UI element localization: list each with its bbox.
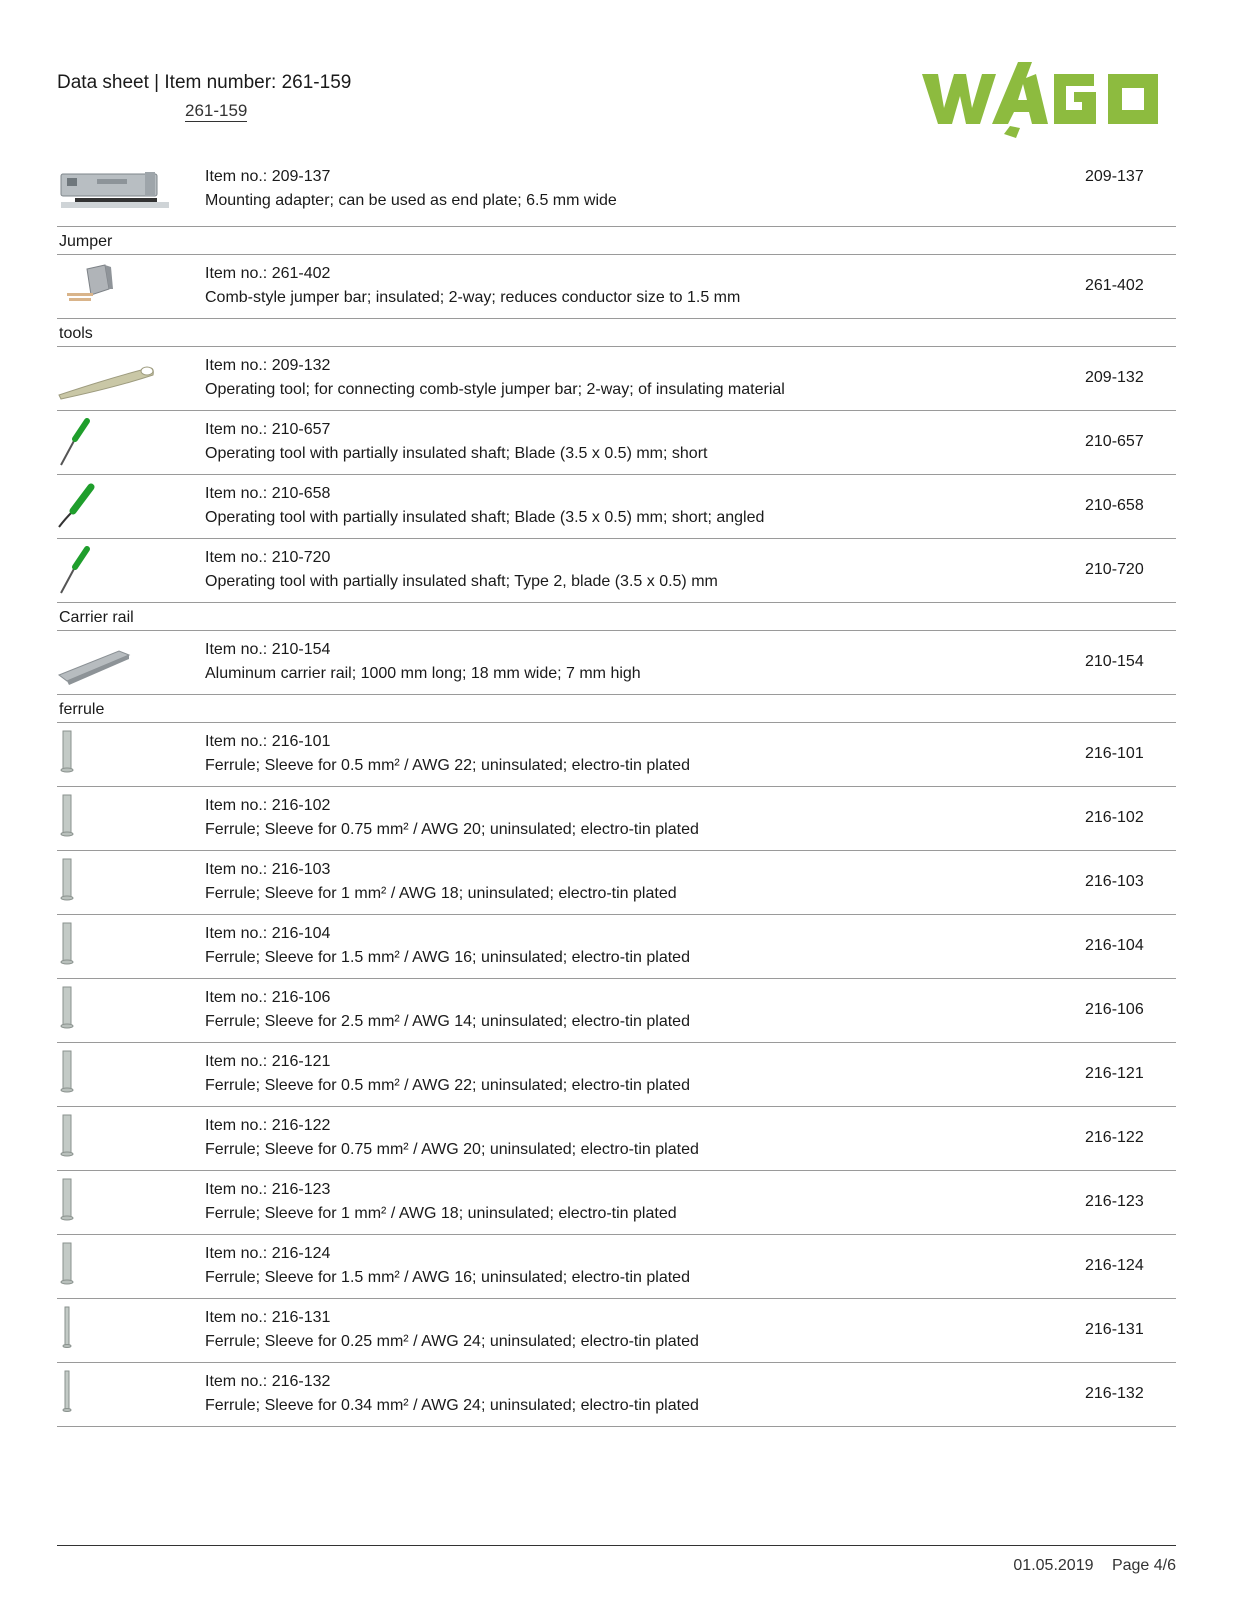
item-code[interactable]: 210-657: [1085, 433, 1144, 450]
ferrule-icon: [57, 855, 177, 909]
ferrule-icon: [57, 791, 177, 845]
item-code[interactable]: 216-106: [1085, 1001, 1144, 1018]
section-heading: [57, 603, 1176, 631]
item-code[interactable]: 216-131: [1085, 1321, 1144, 1338]
screwdriver-icon: [57, 543, 177, 597]
accessory-row: [57, 1363, 1176, 1427]
ferrule-icon: [57, 1239, 177, 1293]
ferrule-thin-icon: [57, 1367, 177, 1421]
item-number: Item no.: 216-132: [205, 1373, 331, 1390]
item-number: Item no.: 210-154: [205, 641, 331, 658]
accessory-row: [57, 1299, 1176, 1363]
page-title: Data sheet | Item number: 261-159: [57, 72, 352, 93]
accessory-row: [57, 255, 1176, 319]
accessory-row: [57, 1107, 1176, 1171]
screwdriver-icon: [57, 415, 177, 469]
section-label: tools: [59, 325, 93, 342]
item-description: Ferrule; Sleeve for 1 mm² / AWG 18; uninsulated; electro-tin plated: [205, 885, 677, 902]
item-number: Item no.: 261-402: [205, 265, 331, 282]
footer-divider: [57, 1545, 1176, 1546]
ferrule-icon: [57, 983, 177, 1037]
item-description: Mounting adapter; can be used as end plate; 6.5 mm wide: [205, 192, 617, 209]
item-code[interactable]: 216-104: [1085, 937, 1144, 954]
item-code[interactable]: 216-101: [1085, 745, 1144, 762]
item-code[interactable]: 216-123: [1085, 1193, 1144, 1210]
section-heading: [57, 319, 1176, 347]
item-code[interactable]: 209-132: [1085, 369, 1144, 386]
item-code[interactable]: 216-103: [1085, 873, 1144, 890]
accessory-row: [57, 1043, 1176, 1107]
item-number: Item no.: 216-121: [205, 1053, 331, 1070]
footer-page-number: Page 4/6: [1111, 1557, 1176, 1574]
item-number-link[interactable]: 261-159: [185, 101, 248, 120]
item-number: Item no.: 216-103: [205, 861, 331, 878]
item-description: Operating tool with partially insulated shaft; Blade (3.5 x 0.5) mm; short: [205, 445, 708, 462]
accessory-row: [57, 1171, 1176, 1235]
item-code[interactable]: 216-122: [1085, 1129, 1144, 1146]
item-code[interactable]: 210-658: [1085, 497, 1144, 514]
section-label: Carrier rail: [59, 609, 134, 626]
wago-logo: [922, 58, 1176, 142]
ferrule-thin-icon: [57, 1303, 177, 1357]
item-description: Ferrule; Sleeve for 0.34 mm² / AWG 24; uninsulated; electro-tin plated: [205, 1397, 699, 1414]
footer-date: 01.05.2019: [1013, 1557, 1094, 1574]
item-description: Ferrule; Sleeve for 0.75 mm² / AWG 20; uninsulated; electro-tin plated: [205, 1141, 699, 1158]
section-label: Jumper: [59, 233, 113, 250]
item-description: Ferrule; Sleeve for 2.5 mm² / AWG 14; uninsulated; electro-tin plated: [205, 1013, 690, 1030]
item-code[interactable]: 216-124: [1085, 1257, 1144, 1274]
item-description: Ferrule; Sleeve for 0.5 mm² / AWG 22; uninsulated; electro-tin plated: [205, 1077, 690, 1094]
item-code[interactable]: 261-402: [1085, 277, 1144, 294]
ferrule-icon: [57, 727, 177, 781]
ferrule-icon: [57, 919, 177, 973]
item-number: Item no.: 210-658: [205, 485, 331, 502]
accessories-list: [57, 160, 1176, 1427]
accessory-row: [57, 411, 1176, 475]
item-description: Comb-style jumper bar; insulated; 2-way; reduces conductor size to 1.5 mm: [205, 289, 741, 306]
accessory-row: [57, 979, 1176, 1043]
item-description: Aluminum carrier rail; 1000 mm long; 18 mm wide; 7 mm high: [205, 665, 641, 682]
item-number: Item no.: 216-122: [205, 1117, 331, 1134]
item-code[interactable]: 209-137: [1085, 168, 1144, 185]
accessory-row: [57, 915, 1176, 979]
item-description: Operating tool with partially insulated shaft; Blade (3.5 x 0.5) mm; short; angled: [205, 509, 765, 526]
accessory-row: [57, 631, 1176, 695]
page-footer: [1013, 1557, 1176, 1575]
accessory-row: [57, 1235, 1176, 1299]
jumper-bar-icon: [57, 259, 177, 313]
item-code[interactable]: 210-154: [1085, 653, 1144, 670]
item-description: Ferrule; Sleeve for 0.75 mm² / AWG 20; uninsulated; electro-tin plated: [205, 821, 699, 838]
accessory-row: [57, 347, 1176, 411]
carrier-rail-icon: [57, 635, 177, 689]
ferrule-icon: [57, 1175, 177, 1229]
item-description: Ferrule; Sleeve for 0.5 mm² / AWG 22; uninsulated; electro-tin plated: [205, 757, 690, 774]
item-number: Item no.: 216-131: [205, 1309, 331, 1326]
item-number: Item no.: 216-124: [205, 1245, 331, 1262]
section-heading: [57, 227, 1176, 255]
item-number: Item no.: 216-123: [205, 1181, 331, 1198]
ferrule-icon: [57, 1111, 177, 1165]
accessory-row: [57, 787, 1176, 851]
angled-screwdriver-icon: [57, 479, 177, 533]
item-number: Item no.: 216-102: [205, 797, 331, 814]
item-description: Ferrule; Sleeve for 1.5 mm² / AWG 16; uninsulated; electro-tin plated: [205, 949, 690, 966]
item-description: Ferrule; Sleeve for 1 mm² / AWG 18; uninsulated; electro-tin plated: [205, 1205, 677, 1222]
accessory-row: [57, 723, 1176, 787]
item-description: Ferrule; Sleeve for 1.5 mm² / AWG 16; uninsulated; electro-tin plated: [205, 1269, 690, 1286]
item-number: Item no.: 210-657: [205, 421, 331, 438]
operating-tool-icon: [57, 351, 177, 405]
item-number: Item no.: 209-132: [205, 357, 331, 374]
accessory-row: [57, 475, 1176, 539]
accessory-row: [57, 851, 1176, 915]
section-label: ferrule: [59, 701, 105, 718]
item-number: Item no.: 216-106: [205, 989, 331, 1006]
item-number: Item no.: 216-104: [205, 925, 331, 942]
mounting-adapter-icon: [57, 164, 177, 218]
ferrule-icon: [57, 1047, 177, 1101]
item-number: Item no.: 210-720: [205, 549, 331, 566]
item-number: Item no.: 209-137: [205, 168, 331, 185]
item-number: Item no.: 216-101: [205, 733, 331, 750]
item-description: Operating tool; for connecting comb-style jumper bar; 2-way; of insulating material: [205, 381, 785, 398]
item-description: Operating tool with partially insulated shaft; Type 2, blade (3.5 x 0.5) mm: [205, 573, 718, 590]
item-code[interactable]: 216-102: [1085, 809, 1144, 826]
item-code[interactable]: 216-121: [1085, 1065, 1144, 1082]
accessory-row: [57, 160, 1176, 227]
section-heading: [57, 695, 1176, 723]
item-description: Ferrule; Sleeve for 0.25 mm² / AWG 24; uninsulated; electro-tin plated: [205, 1333, 699, 1350]
item-code[interactable]: 216-132: [1085, 1385, 1144, 1402]
item-code[interactable]: 210-720: [1085, 561, 1144, 578]
accessory-row: [57, 539, 1176, 603]
